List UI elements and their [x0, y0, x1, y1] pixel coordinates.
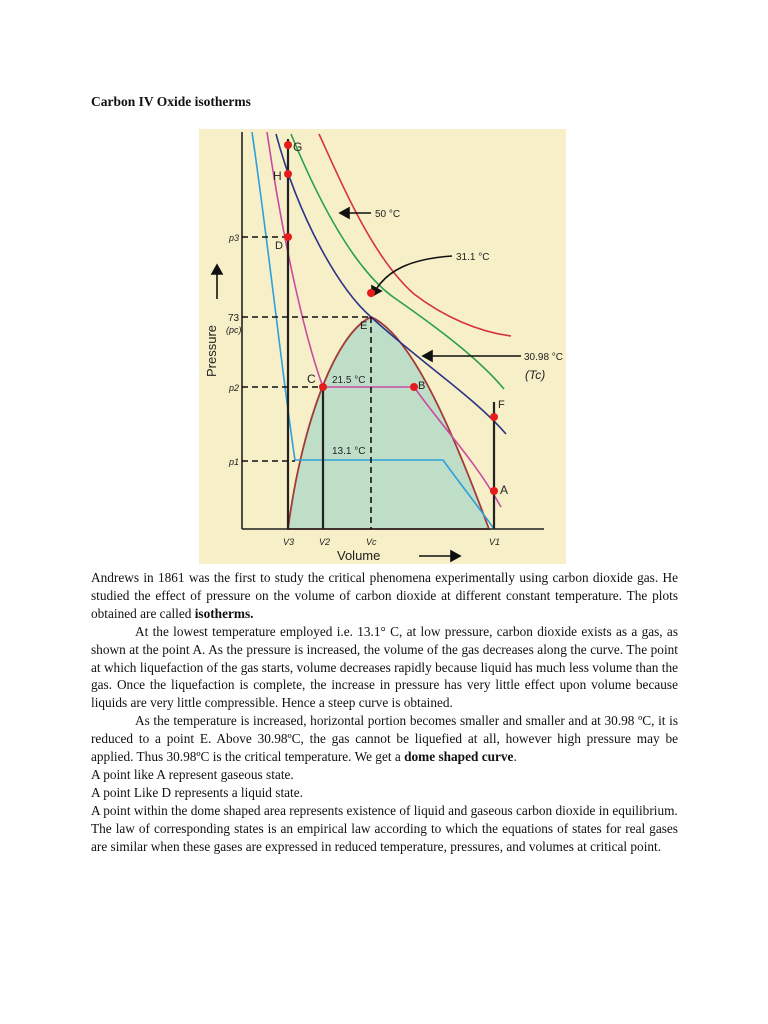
paragraph-intro-text: Andrews in 1861 was the first to study the critical phenomena experimentally using carbon dioxide gas. He studied the effect of pressure on the volume of carbon dioxide at different constant temperature. The plots obtained are called: [91, 570, 678, 621]
point-c: [319, 383, 327, 391]
label-f: F: [498, 399, 505, 411]
point-on-31-1: [367, 289, 375, 297]
paragraph-critical-end: .: [513, 749, 517, 765]
paragraph-point-a: A point like A represent gaseous state.: [91, 766, 294, 782]
paragraph-critical-text: As the temperature is increased, horizontal portion becomes smaller and smaller and at 30.98 ºC, it is reduced to a point E. Above 30.98ºC, the gas cannot be liquefied at all, however high pressure may be applied. Thus 30.98ºC is the critical temperature. We get a: [91, 713, 678, 765]
body-text: [91, 569, 678, 856]
term-isotherms: isotherms.: [194, 605, 254, 621]
label-p73: 73: [228, 313, 240, 324]
term-dome-shaped-curve: dome shaped curve: [404, 749, 514, 765]
label-iso-21-5: 21.5 °C: [332, 375, 366, 386]
label-p3: p3: [229, 233, 240, 243]
label-iso-31-1: 31.1 °C: [456, 252, 490, 263]
label-e: E: [360, 320, 368, 332]
label-p1: p1: [229, 457, 240, 467]
label-a: A: [500, 483, 509, 497]
paragraph-critical-temperature: [91, 712, 678, 766]
paragraph-dome-area: A point within the dome shaped area represents existence of liquid and gaseous carbon dioxide in equilibrium.: [91, 802, 678, 818]
label-iso-13-1: 13.1 °C: [332, 446, 366, 457]
label-v3: V3: [283, 537, 295, 547]
point-h: [284, 170, 292, 178]
label-c: C: [307, 372, 316, 386]
isotherm-diagram: [199, 129, 566, 564]
point-b: [410, 383, 418, 391]
page-title: Carbon IV Oxide isotherms: [91, 94, 251, 109]
point-f: [490, 413, 498, 421]
point-g: [284, 141, 292, 149]
point-d: [284, 233, 292, 241]
label-d: D: [275, 240, 283, 252]
point-a: [490, 487, 498, 495]
label-tc: (Tc): [525, 368, 546, 382]
label-v2: V2: [319, 537, 331, 547]
paragraph-point-d: A point Like D represents a liquid state.: [91, 784, 303, 800]
label-g: G: [293, 140, 303, 154]
label-h: H: [273, 169, 282, 183]
label-b: B: [418, 380, 426, 392]
isotherm-figure: [199, 129, 566, 564]
paragraph-intro: [91, 569, 678, 623]
label-iso-50: 50 °C: [375, 209, 401, 220]
label-pc: (pc): [226, 325, 242, 335]
y-axis-label: Pressure: [204, 324, 219, 377]
paragraph-lowest-temperature: At the lowest temperature employed i.e. 13.1° C, at low pressure, carbon dioxide exists as a gas, as shown at the point A. As the pressure is increased, the volume of the gas decreases along the curve. The point at which liquefaction of the gas starts, volume decreases rapidly because liquid has much less volume than the gas. Once the liquefaction is complete, the increase in pressure has very little effect upon volume because liquids are very little compressible. Hence a steep curve is obtained.: [91, 623, 678, 711]
paragraph-corresponding-states: The law of corresponding states is an empirical law according to which the equations of states for real gases are similar when these gases are expressed in reduced temperature, pressures, and volumes at critical point.: [91, 820, 678, 854]
label-vc: Vc: [366, 537, 377, 547]
x-axis-label: Volume: [337, 548, 381, 563]
label-v1: V1: [489, 537, 501, 547]
label-p2: p2: [229, 383, 240, 393]
label-iso-30-98: 30.98 °C: [524, 352, 564, 363]
